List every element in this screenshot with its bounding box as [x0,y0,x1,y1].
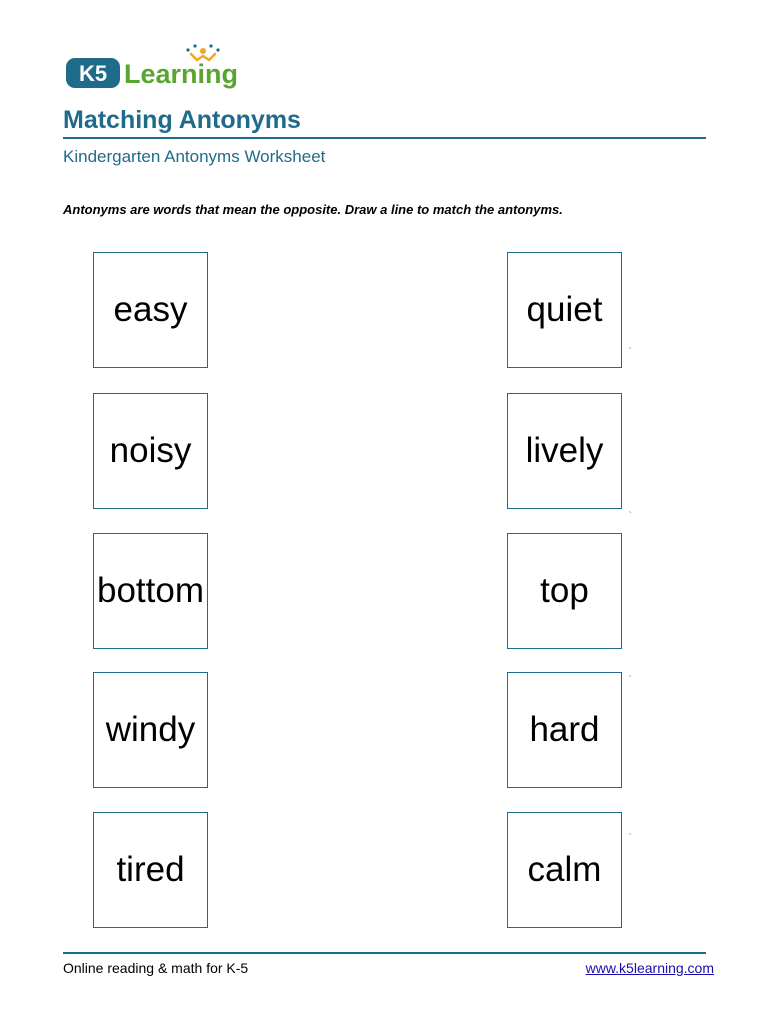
left-word-label: windy [105,710,196,749]
right-word-box[interactable] [507,252,622,368]
k5-learning-logo [64,42,254,94]
right-word-box[interactable] [507,812,622,928]
page-title: Matching Antonyms [63,106,301,134]
left-word-box[interactable] [93,533,208,649]
right-word-box[interactable] [507,672,622,788]
speck-mark: ` [628,347,633,358]
speck-mark: ` [628,511,633,522]
footer-website-link[interactable]: www.k5learning.com [585,960,714,976]
right-word-label: top [540,571,589,610]
left-word-box[interactable] [93,252,208,368]
left-word-box[interactable] [93,393,208,509]
left-word-label: noisy [109,431,192,470]
page-subtitle: Kindergarten Antonyms Worksheet [63,147,326,166]
title-divider [63,137,706,139]
footer-tagline: Online reading & math for K-5 [63,960,249,976]
logo-star-figure-icon [186,44,219,60]
right-word-label: calm [527,850,602,889]
left-word-box[interactable] [93,812,208,928]
left-word-label: bottom [97,571,204,610]
right-word-label: quiet [526,290,603,329]
left-word-box[interactable] [93,672,208,788]
right-word-box[interactable] [507,533,622,649]
speck-mark: ` [628,675,633,686]
right-word-box[interactable] [507,393,622,509]
left-word-label: easy [113,290,188,329]
left-word-label: tired [116,850,185,889]
logo-learning-text: Learning [124,59,239,89]
speck-mark: ` [628,833,633,844]
logo-k5-text: K5 [78,61,108,86]
right-word-label: lively [525,431,604,470]
footer-divider [63,952,706,954]
right-word-label: hard [529,710,600,749]
instructions-text: Antonyms are words that mean the opposite. Draw a line to match the antonyms. [63,202,563,217]
